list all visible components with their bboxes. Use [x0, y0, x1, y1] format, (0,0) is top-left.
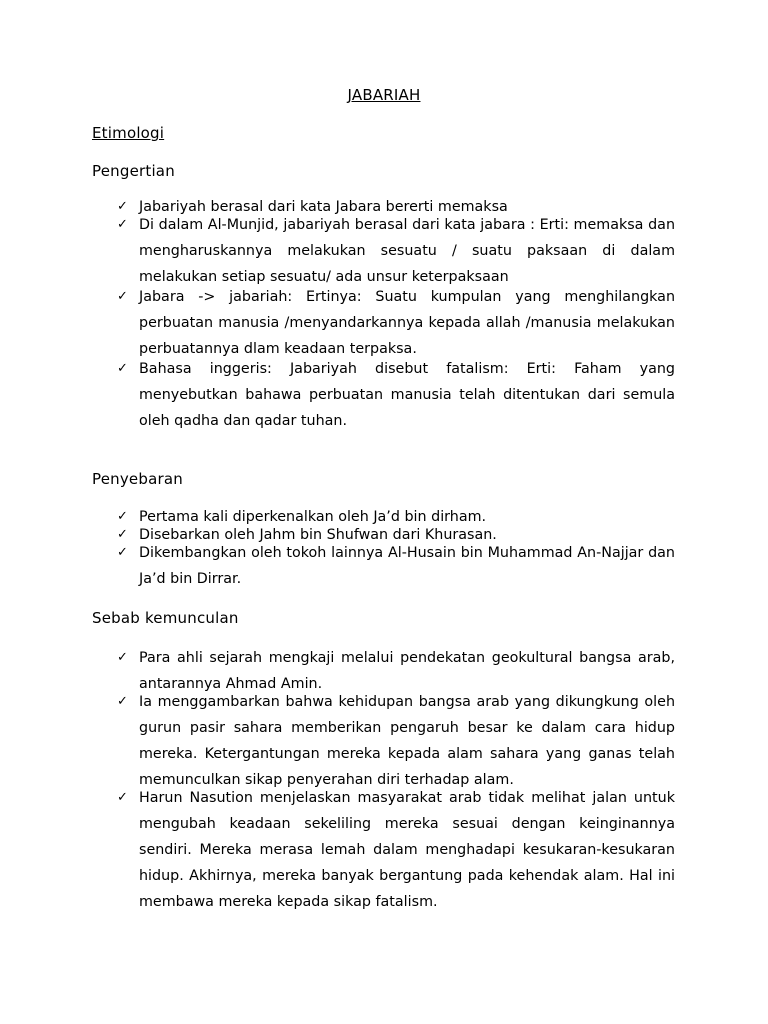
list-item-text: Jabariyah berasal dari kata Jabara bererti memaksa	[139, 199, 508, 215]
checkmark-icon: ✓	[117, 289, 128, 304]
checkmark-icon: ✓	[117, 694, 128, 709]
checkmark-icon: ✓	[117, 509, 128, 524]
list-item-text: Ia menggambarkan bahwa kehidupan bangsa arab yang dikungkung oleh gurun pasir sahara memberikan pengaruh besar ke dalam cara hidup mereka. Ketergantungan mereka kepada alam sahara yang ganas telah memunculkan sikap penyerahan diri terhadap alam.	[139, 694, 675, 788]
list-item	[0, 785, 675, 915]
checkmark-icon: ✓	[117, 217, 128, 232]
heading-etimologi: Etimologi	[92, 124, 165, 142]
list-item-text: Dikembangkan oleh tokoh lainnya Al-Husain bin Muhammad An-Najjar dan Ja’d bin Dirrar.	[139, 545, 675, 587]
sebab-list	[0, 645, 768, 915]
list-item	[0, 356, 675, 434]
heading-sebab-kemunculan: Sebab kemunculan	[92, 609, 239, 627]
pengertian-list	[0, 198, 768, 434]
list-item-text: Harun Nasution menjelaskan masyarakat arab tidak melihat jalan untuk mengubah keadaan sekeliling mereka sesuai dengan keinginannya sendiri. Mereka merasa lemah dalam menghadapi kesukaran-kesukaran hidup. Akhirnya, mereka banyak bergantung pada kehendak alam. Hal ini membawa mereka kepada sikap fatalism.	[139, 790, 675, 910]
penyebaran-list	[0, 508, 768, 592]
list-item	[0, 689, 675, 793]
checkmark-icon: ✓	[117, 790, 128, 805]
list-item-text: Di dalam Al-Munjid, jabariyah berasal dari kata jabara : Erti: memaksa dan mengharuskannya melakukan sesuatu / suatu paksaan di dalam melakukan setiap sesuatu/ ada unsur keterpaksaan	[139, 217, 675, 285]
list-item	[0, 212, 675, 290]
heading-pengertian: Pengertian	[92, 162, 175, 180]
document-title: JABARIAH	[347, 86, 421, 104]
list-item-text: Bahasa inggeris: Jabariyah disebut fatalism: Erti: Faham yang menyebutkan bahawa perbuatan manusia telah ditentukan dari semula oleh qadha dan qadar tuhan.	[139, 361, 675, 429]
heading-penyebaran: Penyebaran	[92, 470, 183, 488]
checkmark-icon: ✓	[117, 650, 128, 665]
list-item-text: Jabara -> jabariah: Ertinya: Suatu kumpulan yang menghilangkan perbuatan manusia /menyandarkannya kepada allah /manusia melakukan perbuatannya dlam keadaan terpaksa.	[139, 289, 675, 357]
list-item	[0, 284, 675, 362]
checkmark-icon: ✓	[117, 527, 128, 542]
list-item-text: Pertama kali diperkenalkan oleh Ja’d bin dirham.	[139, 509, 487, 525]
checkmark-icon: ✓	[117, 545, 128, 560]
list-item-text: Disebarkan oleh Jahm bin Shufwan dari Khurasan.	[139, 527, 497, 543]
list-item-text: Para ahli sejarah mengkaji melalui pendekatan geokultural bangsa arab, antarannya Ahmad Amin.	[139, 650, 675, 692]
list-item	[0, 540, 675, 592]
checkmark-icon: ✓	[117, 361, 128, 376]
checkmark-icon: ✓	[117, 199, 128, 214]
list-item	[0, 508, 675, 526]
